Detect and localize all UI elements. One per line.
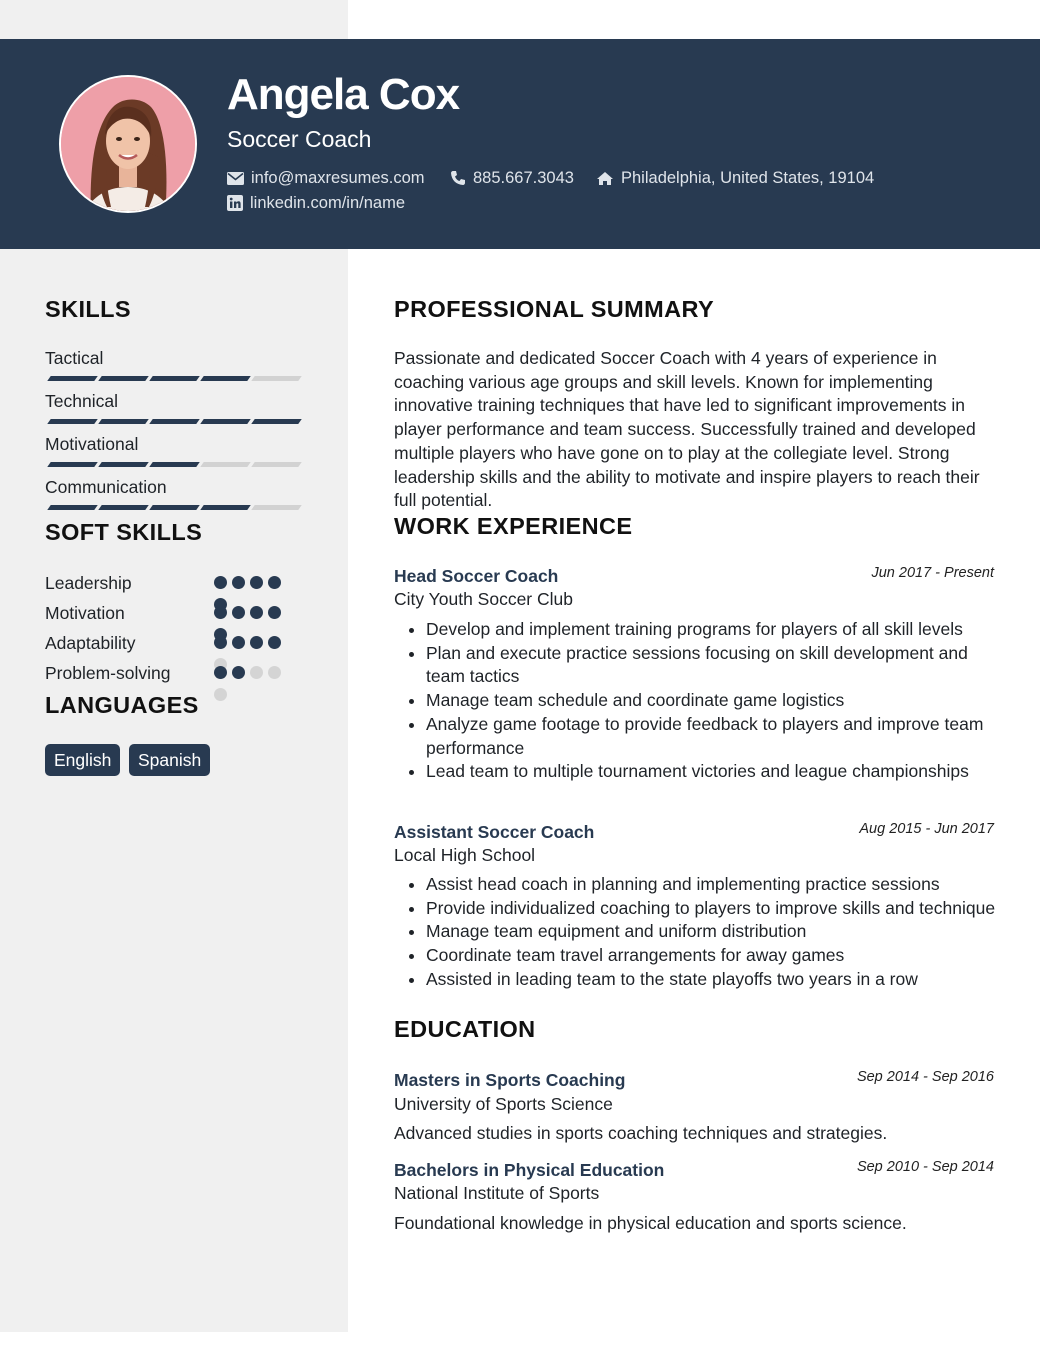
rating-dot bbox=[232, 576, 245, 589]
skill-bar bbox=[45, 376, 302, 382]
skill-bar bbox=[45, 505, 302, 511]
envelope-icon bbox=[227, 172, 244, 185]
list-item: • Assisted in leading team to the state playoffs two years in a row bbox=[426, 968, 1000, 992]
education-desc: Foundational knowledge in physical education and sports science. bbox=[394, 1213, 907, 1233]
rating-dot bbox=[250, 576, 263, 589]
list-item: • Provide individualized coaching to players to improve skills and technique bbox=[426, 897, 1000, 921]
list-item: • Manage team equipment and uniform distribution bbox=[426, 920, 1000, 944]
skill-bar-segment bbox=[200, 505, 251, 510]
skill-label: Communication bbox=[45, 477, 167, 497]
rating-dot bbox=[250, 636, 263, 649]
linkedin-icon bbox=[227, 195, 243, 211]
soft-skills-heading: SOFT SKILLS bbox=[45, 519, 203, 545]
list-item: • Plan and execute practice sessions focusing on skill development and team tactics bbox=[426, 642, 1000, 689]
phone-text: 885.667.3043 bbox=[473, 169, 574, 187]
education-desc: Advanced studies in sports coaching techniques and strategies. bbox=[394, 1123, 888, 1143]
resume-header bbox=[0, 39, 1040, 249]
experience-heading: WORK EXPERIENCE bbox=[394, 513, 633, 539]
languages-heading: LANGUAGES bbox=[45, 692, 199, 718]
education-heading: EDUCATION bbox=[394, 1016, 536, 1042]
job-bullets bbox=[394, 618, 1000, 784]
job-org: Local High School bbox=[394, 845, 536, 865]
skill-label: Tactical bbox=[45, 348, 104, 368]
list-item: • Lead team to multiple tournament victories and league championships bbox=[426, 760, 1000, 784]
job-dates: Jun 2017 - Present bbox=[871, 565, 994, 581]
rating-dot bbox=[268, 636, 281, 649]
school-name: University of Sports Science bbox=[394, 1094, 613, 1114]
skill-bar-segment bbox=[149, 505, 200, 510]
list-item: • Manage team schedule and coordinate game logistics bbox=[426, 689, 1000, 713]
skill-bar-segment bbox=[47, 505, 98, 510]
contact-location bbox=[596, 168, 874, 188]
skill-bar-segment bbox=[149, 462, 200, 467]
education-dates: Sep 2014 - Sep 2016 bbox=[856, 1069, 994, 1085]
skills-heading: SKILLS bbox=[45, 296, 131, 322]
rating-dot bbox=[214, 576, 227, 589]
list-item: • Analyze game footage to provide feedback to players and improve team performance bbox=[426, 713, 1000, 760]
soft-skill-rating bbox=[214, 606, 294, 620]
skill-bar-segment bbox=[98, 419, 149, 424]
soft-skill-label: Leadership bbox=[45, 573, 132, 593]
summary-heading: PROFESSIONAL SUMMARY bbox=[394, 296, 715, 322]
soft-skill-rating bbox=[214, 576, 294, 590]
contact-email[interactable] bbox=[227, 168, 425, 188]
list-item: • Develop and implement training programs for players of all skill levels bbox=[426, 618, 1000, 642]
rating-dot bbox=[214, 636, 227, 649]
education-dates: Sep 2010 - Sep 2014 bbox=[856, 1159, 994, 1175]
skill-bar-segment bbox=[149, 419, 200, 424]
soft-skill-rating bbox=[214, 666, 294, 680]
rating-dot bbox=[268, 576, 281, 589]
skill-label: Technical bbox=[45, 391, 118, 411]
rating-dot bbox=[232, 636, 245, 649]
rating-dot bbox=[214, 606, 227, 619]
school-name: National Institute of Sports bbox=[394, 1183, 600, 1203]
soft-skill-label: Problem-solving bbox=[45, 663, 171, 683]
skill-bar-segment bbox=[200, 462, 251, 467]
contact-phone[interactable] bbox=[450, 168, 574, 188]
phone-icon bbox=[450, 170, 466, 186]
soft-skill-label: Motivation bbox=[45, 603, 125, 623]
email-text: info@maxresumes.com bbox=[251, 169, 425, 187]
location-text: Philadelphia, United States, 19104 bbox=[621, 169, 875, 187]
skill-bar-segment bbox=[200, 376, 251, 381]
skill-bar-segment bbox=[149, 376, 200, 381]
home-icon bbox=[596, 171, 614, 186]
job-org: City Youth Soccer Club bbox=[394, 589, 573, 609]
job-title: Head Soccer Coach bbox=[394, 566, 559, 586]
profile-photo bbox=[59, 75, 197, 213]
contact-linkedin[interactable] bbox=[227, 193, 405, 213]
skill-bar-segment bbox=[251, 376, 302, 381]
job-title: Assistant Soccer Coach bbox=[394, 822, 595, 842]
skill-bar-segment bbox=[47, 419, 98, 424]
degree-title: Bachelors in Physical Education bbox=[394, 1160, 665, 1180]
skill-bar-segment bbox=[251, 419, 302, 424]
job-dates: Aug 2015 - Jun 2017 bbox=[859, 821, 994, 837]
rating-dot bbox=[232, 666, 245, 679]
rating-dot bbox=[268, 666, 281, 679]
rating-dot bbox=[250, 666, 263, 679]
skill-bar-segment bbox=[98, 505, 149, 510]
summary-text: Passionate and dedicated Soccer Coach with 4 years of experience in coaching various age groups and skill levels. Known for implementing innovative training techniques that have led to significant improvements in player performance and team success. Successfully trained and developed multiple players who have gone on to play at the collegiate level. Strong leadership skills and the ability to motivate and inspire players to reach their full potential. bbox=[394, 348, 980, 511]
skill-label: Motivational bbox=[45, 434, 139, 454]
skill-bar bbox=[45, 462, 302, 468]
candidate-name: Angela Cox bbox=[227, 70, 460, 119]
candidate-role: Soccer Coach bbox=[227, 126, 372, 152]
skill-bar-segment bbox=[200, 419, 251, 424]
job-bullets bbox=[394, 873, 1000, 992]
rating-dot bbox=[250, 606, 263, 619]
skill-bar-segment bbox=[98, 376, 149, 381]
language-badge-english: English bbox=[45, 744, 120, 776]
skill-bar-segment bbox=[98, 462, 149, 467]
rating-dot bbox=[214, 688, 227, 701]
skill-bar-segment bbox=[251, 505, 302, 510]
linkedin-text: linkedin.com/in/name bbox=[250, 194, 405, 212]
rating-dot bbox=[268, 606, 281, 619]
list-item: • Assist head coach in planning and implementing practice sessions bbox=[426, 873, 1000, 897]
language-badge-spanish: Spanish bbox=[129, 744, 210, 776]
list-item: • Coordinate team travel arrangements for away games bbox=[426, 944, 1000, 968]
skill-bar bbox=[45, 419, 302, 425]
skill-bar-segment bbox=[47, 376, 98, 381]
soft-skill-rating bbox=[214, 636, 294, 650]
rating-dot bbox=[214, 666, 227, 679]
rating-dot bbox=[232, 606, 245, 619]
degree-title: Masters in Sports Coaching bbox=[394, 1070, 626, 1090]
skill-bar-segment bbox=[47, 462, 98, 467]
skill-bar-segment bbox=[251, 462, 302, 467]
soft-skill-label: Adaptability bbox=[45, 633, 136, 653]
